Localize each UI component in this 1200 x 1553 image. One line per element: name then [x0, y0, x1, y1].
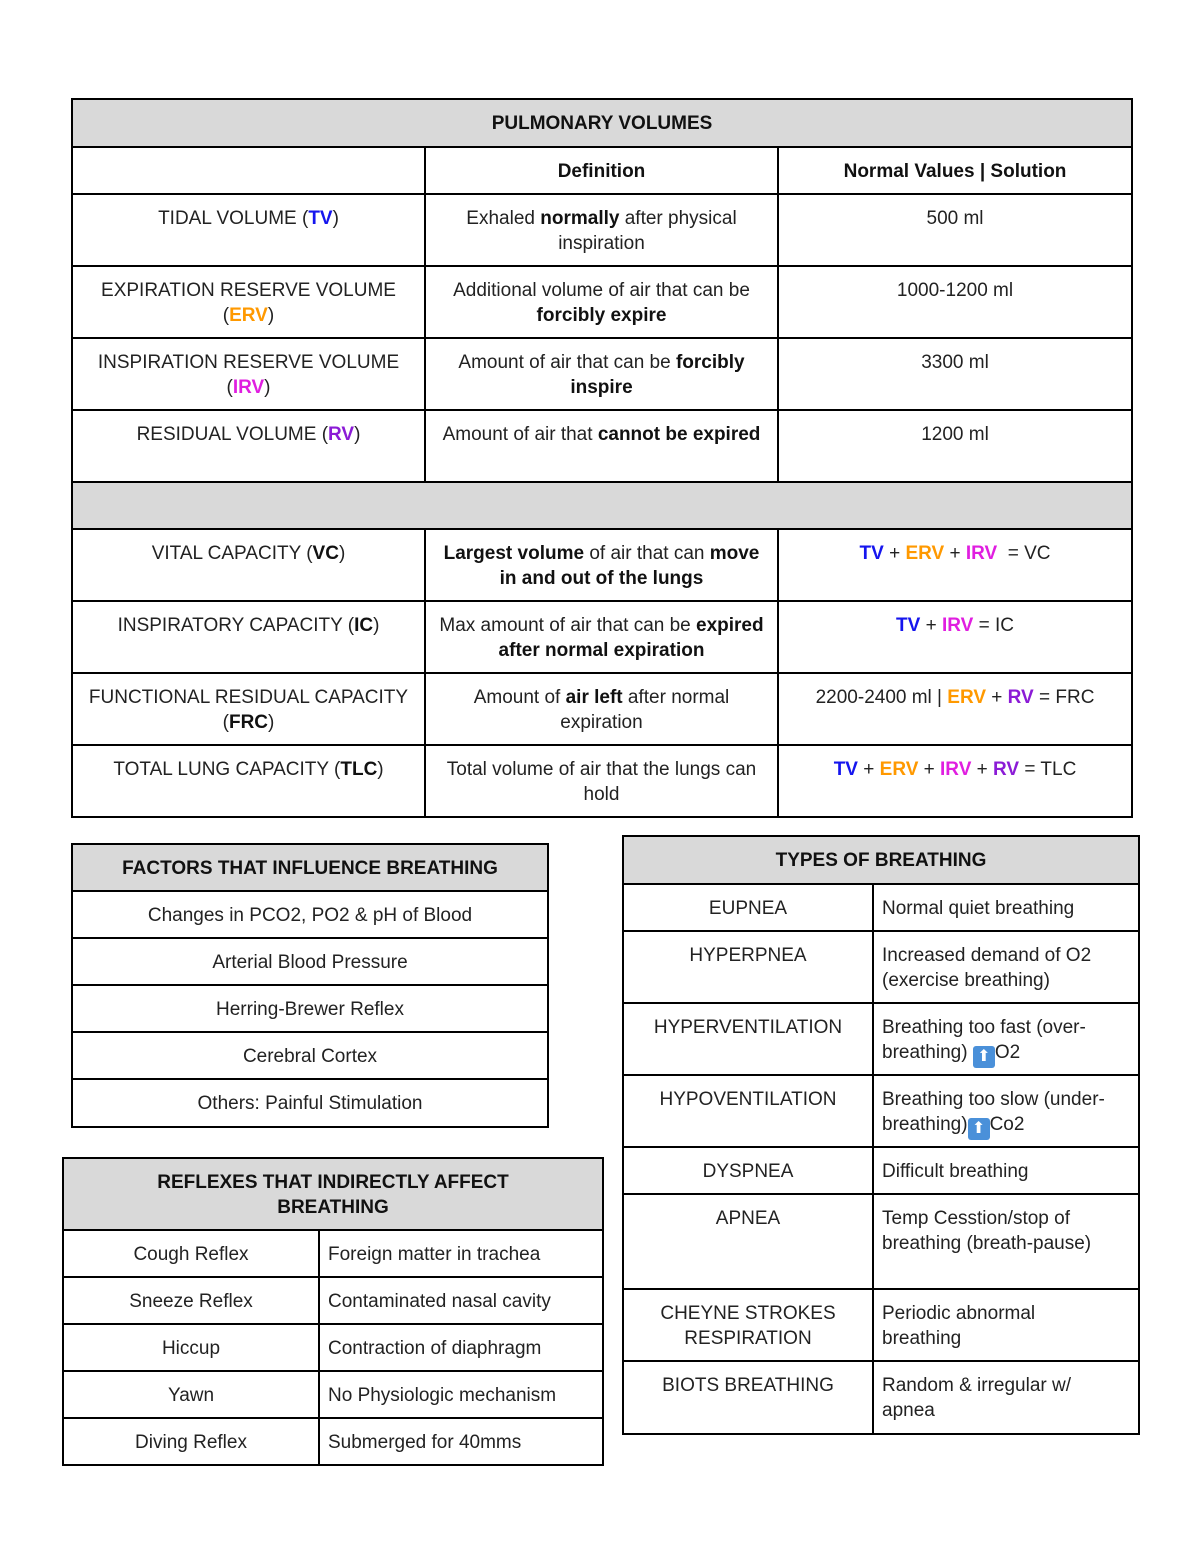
table-row [72, 673, 1132, 745]
table-row [623, 884, 1139, 931]
table-row [72, 529, 1132, 601]
table-row [623, 931, 1139, 1003]
reflex-name: Cough Reflex [63, 1230, 319, 1277]
tlc-label: TOTAL LUNG CAPACITY (TLC) [72, 745, 425, 817]
table-row [623, 1289, 1139, 1361]
breathing-type-description: Difficult breathing [873, 1147, 1139, 1194]
normal-values-header: Normal Values | Solution [778, 147, 1132, 194]
table-row [623, 1194, 1139, 1289]
breathing-type-description: Temp Cesstion/stop of breathing (breath-pause) [873, 1194, 1139, 1289]
tidal-volume-definition: Exhaled normally after physical inspiration [425, 194, 778, 266]
table-row [72, 338, 1132, 410]
ic-definition: Max amount of air that can be expired after normal expiration [425, 601, 778, 673]
list-item: Cerebral Cortex [72, 1032, 548, 1079]
rv-definition: Amount of air that cannot be expired [425, 410, 778, 482]
empty-header-cell [72, 147, 425, 194]
reflex-description: No Physiologic mechanism [319, 1371, 603, 1418]
reflex-description: Submerged for 40mms [319, 1418, 603, 1465]
capacities-divider [72, 482, 1132, 529]
table-row [72, 194, 1132, 266]
irv-label: INSPIRATION RESERVE VOLUME (IRV) [72, 338, 425, 410]
list-item: Others: Painful Stimulation [72, 1079, 548, 1127]
breathing-type-name: BIOTS BREATHING [623, 1361, 873, 1434]
factors-table [71, 843, 549, 1128]
rv-label: RESIDUAL VOLUME (RV) [72, 410, 425, 482]
breathing-type-name: HYPOVENTILATION [623, 1075, 873, 1147]
breathing-type-description: Breathing too fast (over-breathing) ⬆ O2 [873, 1003, 1139, 1075]
tlc-solution: TV + ERV + IRV + RV = TLC [778, 745, 1132, 817]
pulmonary-volumes-table [71, 98, 1133, 818]
table-row [623, 1361, 1139, 1434]
list-item: Arterial Blood Pressure [72, 938, 548, 985]
reflex-description: Contaminated nasal cavity [319, 1277, 603, 1324]
up-arrow-icon: ⬆ [973, 1046, 995, 1068]
list-item: Changes in PCO2, PO2 & pH of Blood [72, 891, 548, 938]
reflex-description: Contraction of diaphragm [319, 1324, 603, 1371]
table-row [63, 1324, 603, 1371]
table-row [72, 266, 1132, 338]
irv-definition: Amount of air that can be forcibly inspire [425, 338, 778, 410]
vc-definition: Largest volume of air that can move in and out of the lungs [425, 529, 778, 601]
vc-solution: TV + ERV + IRV = VC [778, 529, 1132, 601]
definition-header: Definition [425, 147, 778, 194]
erv-label: EXPIRATION RESERVE VOLUME (ERV) [72, 266, 425, 338]
reflex-description: Foreign matter in trachea [319, 1230, 603, 1277]
tidal-volume-value: 500 ml [778, 194, 1132, 266]
table-row [63, 1418, 603, 1465]
reflex-name: Sneeze Reflex [63, 1277, 319, 1324]
pulmonary-volumes-title: PULMONARY VOLUMES [72, 99, 1132, 147]
breathing-type-description: Breathing too slow (under-breathing) ⬆ Co2 [873, 1075, 1139, 1147]
table-row [623, 1075, 1139, 1147]
irv-value: 3300 ml [778, 338, 1132, 410]
table-row [63, 1277, 603, 1324]
erv-definition: Additional volume of air that can be forcibly expire [425, 266, 778, 338]
table-row [623, 1147, 1139, 1194]
rv-value: 1200 ml [778, 410, 1132, 482]
breathing-type-name: HYPERPNEA [623, 931, 873, 1003]
table-row [623, 1003, 1139, 1075]
reflex-name: Hiccup [63, 1324, 319, 1371]
breathing-type-description: Periodic abnormal breathing [873, 1289, 1139, 1361]
breathing-type-description: Normal quiet breathing [873, 884, 1139, 931]
reflex-name: Yawn [63, 1371, 319, 1418]
breathing-type-name: EUPNEA [623, 884, 873, 931]
types-of-breathing-table [622, 835, 1140, 1435]
table-row [72, 601, 1132, 673]
vc-label: VITAL CAPACITY (VC) [72, 529, 425, 601]
breathing-type-name: HYPERVENTILATION [623, 1003, 873, 1075]
types-title: TYPES OF BREATHING [623, 836, 1139, 884]
frc-solution: 2200-2400 ml | ERV + RV = FRC [778, 673, 1132, 745]
breathing-type-name: CHEYNE STROKES RESPIRATION [623, 1289, 873, 1361]
tlc-definition: Total volume of air that the lungs can hold [425, 745, 778, 817]
reflexes-table [62, 1157, 604, 1466]
erv-value: 1000-1200 ml [778, 266, 1132, 338]
list-item: Herring-Brewer Reflex [72, 985, 548, 1032]
breathing-type-description: Increased demand of O2 (exercise breathing) [873, 931, 1139, 1003]
breathing-type-name: DYSPNEA [623, 1147, 873, 1194]
table-row [72, 745, 1132, 817]
factors-title: FACTORS THAT INFLUENCE BREATHING [72, 844, 548, 891]
table-row [63, 1371, 603, 1418]
frc-label: FUNCTIONAL RESIDUAL CAPACITY (FRC) [72, 673, 425, 745]
table-row [63, 1230, 603, 1277]
reflexes-title: REFLEXES THAT INDIRECTLY AFFECT BREATHING [63, 1158, 603, 1230]
breathing-type-description: Random & irregular w/ apnea [873, 1361, 1139, 1434]
table-row [72, 410, 1132, 482]
up-arrow-icon: ⬆ [968, 1118, 990, 1140]
frc-definition: Amount of air left after normal expiration [425, 673, 778, 745]
breathing-type-name: APNEA [623, 1194, 873, 1289]
ic-solution: TV + IRV = IC [778, 601, 1132, 673]
tidal-volume-label: TIDAL VOLUME (TV) [72, 194, 425, 266]
reflex-name: Diving Reflex [63, 1418, 319, 1465]
ic-label: INSPIRATORY CAPACITY (IC) [72, 601, 425, 673]
